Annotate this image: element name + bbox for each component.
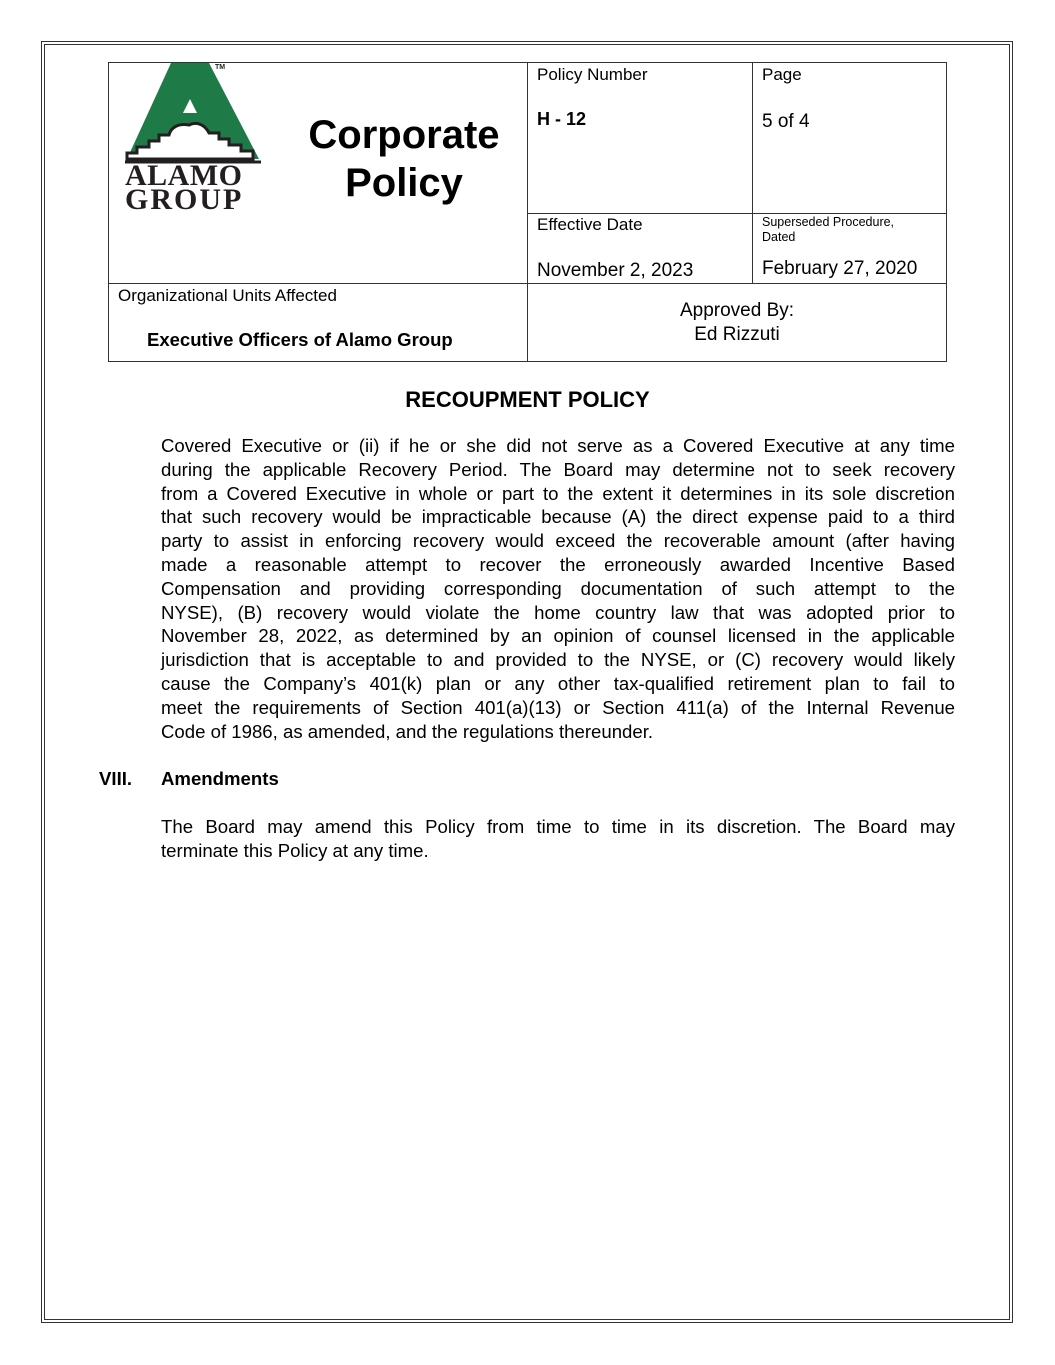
effective-date-value: November 2, 2023	[537, 260, 694, 281]
org-units-value: Executive Officers of Alamo Group	[147, 329, 453, 350]
effective-date-label: Effective Date	[537, 215, 643, 234]
page-value: 5 of 4	[762, 111, 810, 132]
logo-text-group: GROUP	[125, 183, 244, 216]
paragraph-line: Covered Executive or (ii) if he or she did not serve as a Covered Executive at any time	[161, 435, 955, 456]
paragraph-line: The Board may amend this Policy from time to time in its discretion. The Board may	[161, 816, 955, 837]
logo-text-alamo: ALAMO	[125, 159, 243, 192]
approved-by-value: Ed Rizzuti	[694, 324, 780, 345]
org-units-label: Organizational Units Affected	[118, 286, 337, 305]
superseded-label	[762, 215, 894, 245]
page-label: Page	[762, 65, 802, 84]
paragraph-line: made a reasonable attempt to recover the erroneously awarded Incentive Based	[161, 553, 955, 575]
superseded-label-line-2: Dated	[762, 230, 796, 244]
alamo-a-icon	[123, 63, 263, 173]
policy-number-label: Policy Number	[537, 65, 648, 84]
document-title: RECOUPMENT POLICY	[405, 387, 650, 412]
paragraph-line: party to assist in enforcing recovery would exceed the recoverable amount (after having	[161, 530, 955, 552]
section-title: Amendments	[161, 768, 279, 789]
paragraph-line: Code of 1986, as amended, and the regulations thereunder.	[161, 720, 654, 742]
divider-horizontal-lower	[109, 283, 946, 284]
superseded-value: February 27, 2020	[762, 258, 918, 279]
paragraph-line: terminate this Policy at any time.	[161, 839, 429, 861]
paragraph-line: from a Covered Executive in whole or part to the extent it determines in its sole discretion	[161, 482, 955, 504]
paragraph-line: November 28, 2022, as determined by an opinion of counsel licensed in the applicable	[161, 625, 955, 647]
paragraph-line: during the applicable Recovery Period. The Board may determine not to seek recovery	[161, 458, 955, 480]
paragraph-line: Compensation and providing corresponding documentation of such attempt to the	[161, 577, 955, 599]
paragraph-line: meet the requirements of Section 401(a)(13) or Section 411(a) of the Internal Revenue	[161, 696, 955, 718]
corporate-policy-title	[304, 111, 504, 207]
paragraph-line: cause the Company’s 401(k) plan or any other tax-qualified retirement plan to fail to	[161, 672, 955, 694]
divider-vertical-right	[752, 63, 753, 284]
approved-by-label: Approved By:	[679, 300, 795, 321]
title-line-1: Corporate	[308, 113, 500, 157]
section-number: VIII.	[99, 768, 133, 789]
paragraph-line: jurisdiction that is acceptable to and provided to the NYSE, or (C) recovery would likely	[161, 649, 955, 671]
alamo-group-logo	[123, 63, 263, 215]
superseded-label-line-1: Superseded Procedure,	[762, 215, 895, 229]
approved-by-block	[528, 299, 946, 347]
policy-number-value: H - 12	[537, 109, 587, 129]
svg-text:TM: TM	[215, 64, 226, 71]
policy-header-table	[108, 62, 947, 362]
title-line-2: Policy	[345, 161, 463, 205]
recovery-paragraph	[161, 434, 955, 743]
amendments-paragraph	[161, 815, 955, 863]
divider-horizontal-upper	[527, 213, 946, 214]
paragraph-line: NYSE), (B) recovery would violate the home country law that was adopted prior to	[161, 601, 955, 623]
paragraph-line: that such recovery would be impracticable because (A) the direct expense paid to a third	[161, 506, 955, 528]
